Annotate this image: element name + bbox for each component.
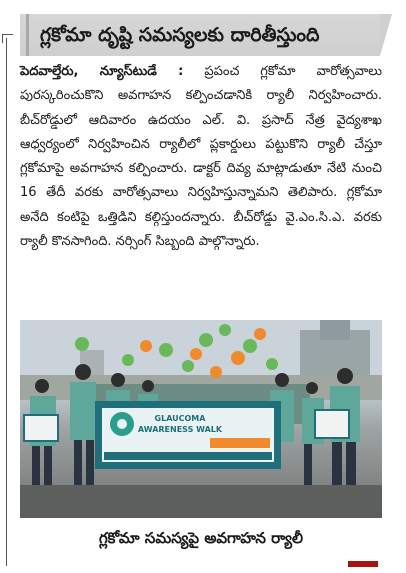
- rally-photo: [20, 320, 382, 518]
- article-body: [20, 60, 382, 310]
- frame-corner-mark: [2, 34, 13, 43]
- rally-photo-illustration: [20, 320, 382, 518]
- page-mark: [348, 561, 378, 567]
- body-paragraph: ప్రపంచ గ్లకోమా వారోత్సవాలు పురస్కరించుకొని అవగాహన కల్పించడానికి ర్యాలీ నిర్వహించారు. బీచ్‌రోడ్డులో ఆదివారం ఉదయం ఎల్. వి. ప్రసాద్ నేత్ర వైద్యశాఖ ఆధ్వర్యంలో నిర్వహించిన ర్యాలీలో ప్లకార్డులు పట్టుకొని ర్యాలీ చేస్తూ గ్లకోమాపై అవగాహన కల్పించారు. డాక్టర్ దివ్య మాట్లాడుతూ నేటి నుంచి 16 తేదీ వరకు వారోత్సవాలు నిర్వహిస్తున్నామని తెలిపారు. గ్లకోమా అనేది కంటిపై ఒత్తిడిని కల్గిస్తుందన్నారు. బీచ్‌రోడ్డు వై.ఎం.సి.ఎ. వరకు ర్యాలీ కొనసాగింది. నర్సింగ్ సిబ్బంది పాల్గొన్నారు.: [20, 64, 383, 250]
- frame-rule: [6, 38, 7, 566]
- headline-stripe: [26, 14, 29, 56]
- banner-title: GLAUCOMA: [154, 414, 206, 423]
- headline: గ్లకోమా దృష్టి సమస్యలకు దారితీస్తుంది: [40, 24, 320, 46]
- dateline: పెదవాల్తేరు, న్యూస్‌టుడే :: [20, 64, 184, 79]
- photo-caption: గ్లకోమా సమస్యపై అవగాహన ర్యాలీ: [98, 529, 304, 547]
- banner-subtitle: AWARENESS WALK: [137, 425, 223, 434]
